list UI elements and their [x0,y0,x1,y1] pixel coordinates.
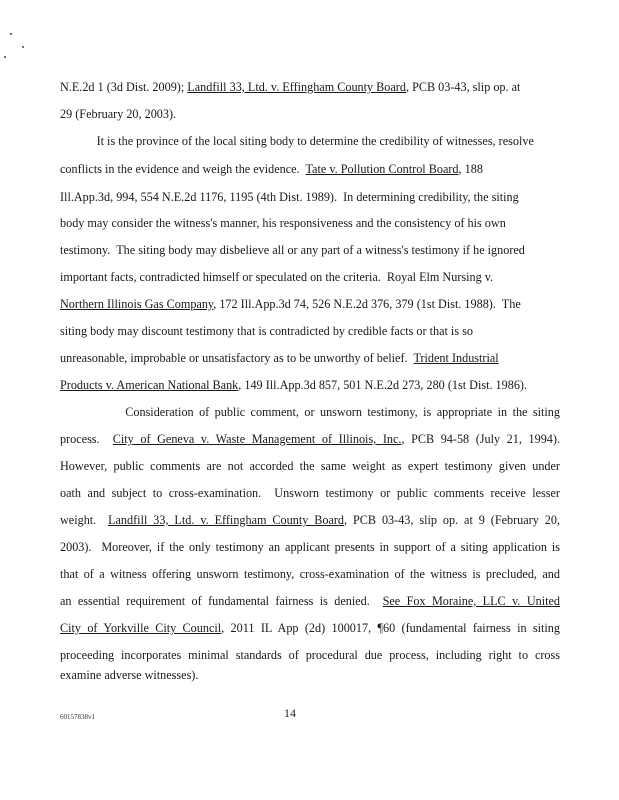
text-span: N.E.2d 1 (3d Dist. 2009); [60,80,188,94]
text-line [60,567,560,581]
text-span: process. [60,432,113,446]
text-line [60,80,560,94]
text-span: , 149 Ill.App.3d 857, 501 N.E.2d 273, 280 (1st Dist. 1986). [238,378,528,392]
text-line [60,324,560,338]
text-line [60,668,560,682]
case-citation: Products v. American National Bank [60,378,239,392]
case-citation: Landfill 33, Ltd. v. Effingham County Board [108,513,345,527]
text-line [60,190,560,204]
text-span: , 172 Ill.App.3d 74, 526 N.E.2d 376, 379 (1st Dist. 1988). The [213,297,521,311]
case-citation: See Fox Moraine, LLC v. United [382,594,560,608]
text-span: 29 (February 20, 2003). [60,107,177,121]
text-line [60,297,560,311]
text-span: proceeding incorporates minimal standards of procedural due process, including right to cross [60,648,560,662]
case-citation: Tate v. Pollution Control Board [305,162,459,176]
text-span: , PCB 94-58 (July 21, 1994). [401,432,560,446]
text-span: that of a witness offering unsworn testimony, cross-examination of the witness is precluded, and [60,567,560,581]
text-line [60,243,560,257]
text-span: However, public comments are not accorded the same weight as expert testimony given under [60,459,560,473]
case-citation: City of Yorkville City Council [60,621,222,635]
text-line [60,378,560,392]
text-span: It is the province of the local siting body to determine the credibility of witnesses, resolve [60,134,534,148]
case-citation: Northern Illinois Gas Company [60,297,214,311]
text-span: examine adverse witnesses). [60,668,199,682]
text-span: , 2011 IL App (2d) 100017, ¶60 (fundamental fairness in siting [221,621,560,635]
text-line [60,162,560,176]
text-span: testimony. The siting body may disbelieve all or any part of a witness's testimony if he ignored [60,243,525,257]
scan-speck [4,56,6,58]
text-line [60,513,560,527]
text-span: , PCB 03-43, slip op. at 9 (February 20, [344,513,560,527]
text-span: oath and subject to cross-examination. Unsworn testimony or public comments receive lesser [60,486,560,500]
case-citation: Trident Industrial [413,351,499,365]
text-span: Ill.App.3d, 994, 554 N.E.2d 1176, 1195 (4th Dist. 1989). In determining credibility, the siting [60,190,519,204]
document-id: 60157838v1 [60,713,95,721]
text-span: weight. [60,513,109,527]
text-span: an essential requirement of fundamental fairness is denied. [60,594,383,608]
text-line [60,648,560,662]
text-line [60,107,560,121]
case-citation: City of Geneva v. Waste Management of Illinois, Inc. [112,432,402,446]
text-line [60,351,560,365]
page-number: 14 [284,706,296,720]
text-line [60,621,560,635]
text-line [60,270,560,284]
text-span: important facts, contradicted himself or speculated on the criteria. Royal Elm Nursing v. [60,270,494,284]
scan-speck [22,46,24,48]
text-line [60,432,560,446]
text-span: , 188 [458,162,483,176]
text-span: , PCB 03-43, slip op. at [405,80,521,94]
text-line [60,594,560,608]
text-line [60,134,560,148]
text-line [60,405,560,419]
text-span: siting body may discount testimony that is contradicted by credible facts or that is so [60,324,473,338]
text-span: conflicts in the evidence and weigh the evidence. [60,162,306,176]
text-span: Consideration of public comment, or unsworn testimony, is appropriate in the siting [60,405,560,419]
scan-speck [10,33,12,35]
case-citation: Landfill 33, Ltd. v. Effingham County Board [187,80,406,94]
text-line [60,486,560,500]
text-line [60,540,560,554]
text-span: unreasonable, improbable or unsatisfactory as to be unworthy of belief. [60,351,414,365]
text-span: 2003). Moreover, if the only testimony an applicant presents in support of a siting application is [60,540,560,554]
text-line [60,216,560,230]
text-line [60,459,560,473]
text-span: body may consider the witness's manner, his responsiveness and the consistency of his own [60,216,506,230]
